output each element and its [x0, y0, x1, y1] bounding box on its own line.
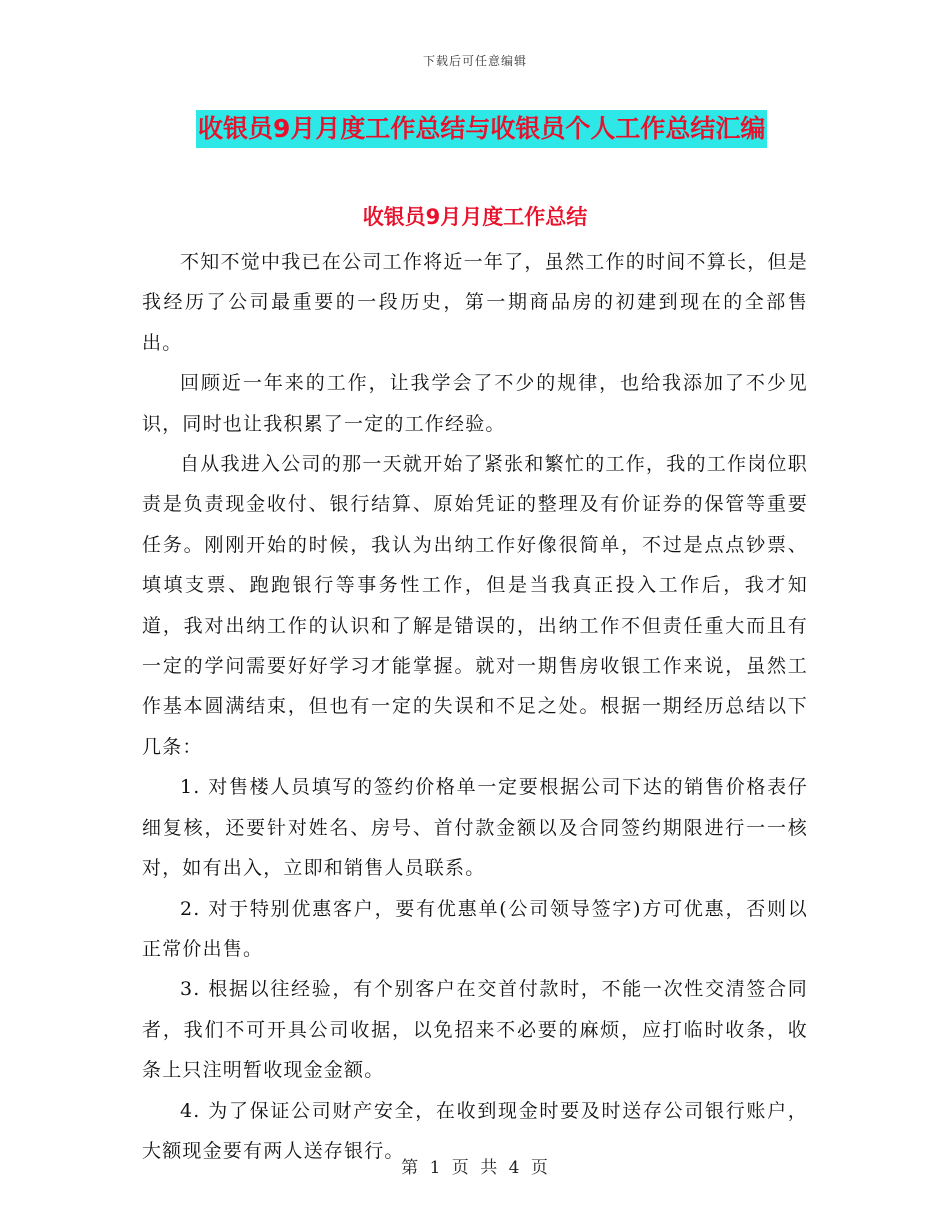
paragraph: 不知不觉中我已在公司工作将近一年了，虽然工作的时间不算长，但是我经历了公司最重要的一段历史，第一期商品房的初建到现在的全部售出。: [142, 251, 808, 354]
section-title: 收银员9月月度工作总结: [362, 205, 588, 229]
list-item: 1. 对售楼人员填写的签约价格单一定要根据公司下达的销售价格表仔细复核，还要针对姓名、房号、首付款金额以及合同签约期限进行一一核对，如有出入，立即和销售人员联系。: [142, 776, 808, 880]
list-item: 2. 对于特别优惠客户，要有优惠单(公司领导签字)方可优惠，否则以正常价出售。: [142, 897, 808, 960]
list-item: 4. 为了保证公司财产安全，在收到现金时要及时送存公司银行账户，大额现金要有两人送存银行。: [142, 1099, 808, 1162]
page-number: 第 1 页 共 4 页: [401, 1158, 549, 1178]
list-item: 3. 根据以往经验，有个别客户在交首付款时，不能一次性交清签合同者，我们不可开具公司收据，以免招来不必要的麻烦，应打临时收条，收条上只注明暂收现金金额。: [142, 978, 808, 1082]
document-body: [142, 242, 808, 1171]
header-note: 下载后可任意编辑: [422, 54, 527, 68]
main-title: 收银员9月月度工作总结与收银员个人工作总结汇编: [196, 110, 767, 148]
paragraph: 自从我进入公司的那一天就开始了紧张和繁忙的工作，我的工作岗位职责是负责现金收付、银行结算、原始凭证的整理及有价证券的保管等重要任务。刚刚开始的时候，我认为出纳工作好像很简单，不过是点点钞票、填填支票、跑跑银行等事务性工作，但是当我真正投入工作后，我才知道，我对出纳工作的认识和了解是错误的，出纳工作不但责任重大而且有一定的学问需要好好学习才能掌握。就对一期售房收银工作来说，虽然工作基本圆满结束，但也有一定的失误和不足之处。根据一期经历总结以下几条：: [142, 453, 808, 758]
paragraph: 回顾近一年来的工作，让我学会了不少的规律，也给我添加了不少见识，同时也让我积累了一定的工作经验。: [142, 372, 808, 435]
